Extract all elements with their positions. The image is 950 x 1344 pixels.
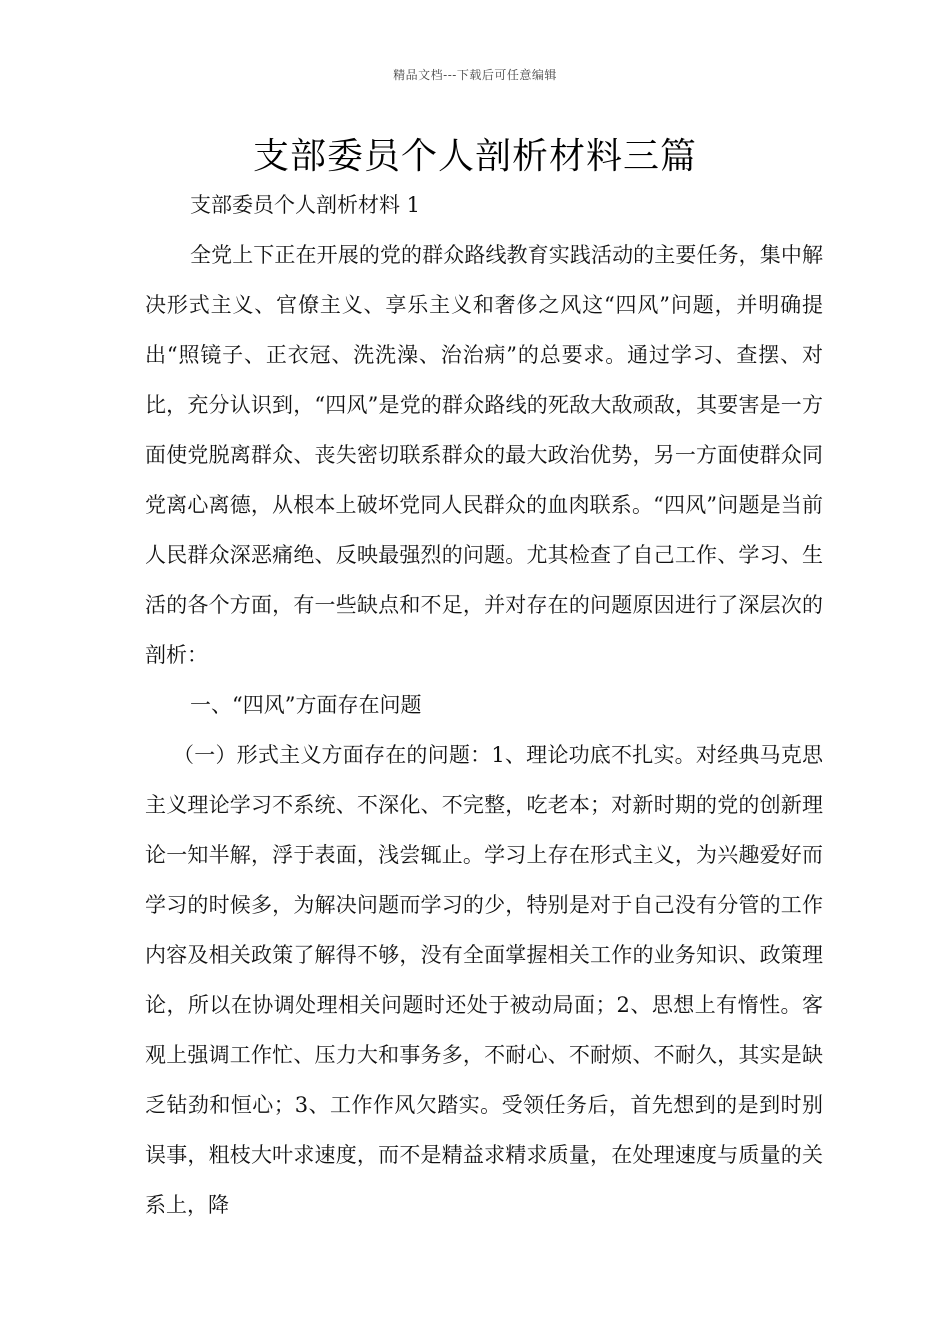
paragraph-formalism: （一）形式主义方面存在的问题：1、理论功底不扎实。对经典马克思主义理论学习不系统、不深化、不完整，吃老本；对新时期的党的创新理论一知半解，浮于表面，浅尝辄止。学习上存在形式主义，为兴趣爱好而学习的时候多，为解决问题而学习的少，特别是对于自己没有分管的工作内容及相关政策了解得不够，没有全面掌握相关工作的业务知识、政策理论，所以在协调处理相关问题时还处于被动局面；2、思想上有惰性。客观上强调工作忙、压力大和事务多，不耐心、不耐烦、不耐久，其实是缺乏钻劲和恒心；3、工作作风欠踏实。受领任务后，首先想到的是到时别误事，粗枝大叶求速度，而不是精益求精求质量，在处理速度与质量的关系上，降	[145, 743, 823, 1217]
paragraph-intro: 全党上下正在开展的党的群众路线教育实践活动的主要任务，集中解决形式主义、官僚主义、享乐主义和奢侈之风这“四风”问题，并明确提出“照镜子、正衣冠、洗洗澡、治治病”的总要求。通过学习、查摆、对比，充分认识到，“四风”是党的群众路线的死敌大敌顽敌，其要害是一方面使党脱离群众、丧失密切联系群众的最大政治优势，另一方面使群众同党离心离德，从根本上破坏党同人民群众的血肉联系。“四风”问题是当前人民群众深恶痛绝、反映最强烈的问题。尤其检查了自己工作、学习、生活的各个方面，有一些缺点和不足，并对存在的问题原因进行了深层次的剖析：	[145, 243, 823, 667]
page-header: 精品文档---下载后可任意编辑	[393, 68, 557, 82]
section-heading: 一、“四风”方面存在问题	[190, 693, 422, 717]
document-title: 支部委员个人剖析材料三篇	[252, 136, 697, 177]
document-body	[145, 180, 823, 1230]
section-subtitle: 支部委员个人剖析材料 1	[190, 193, 421, 217]
